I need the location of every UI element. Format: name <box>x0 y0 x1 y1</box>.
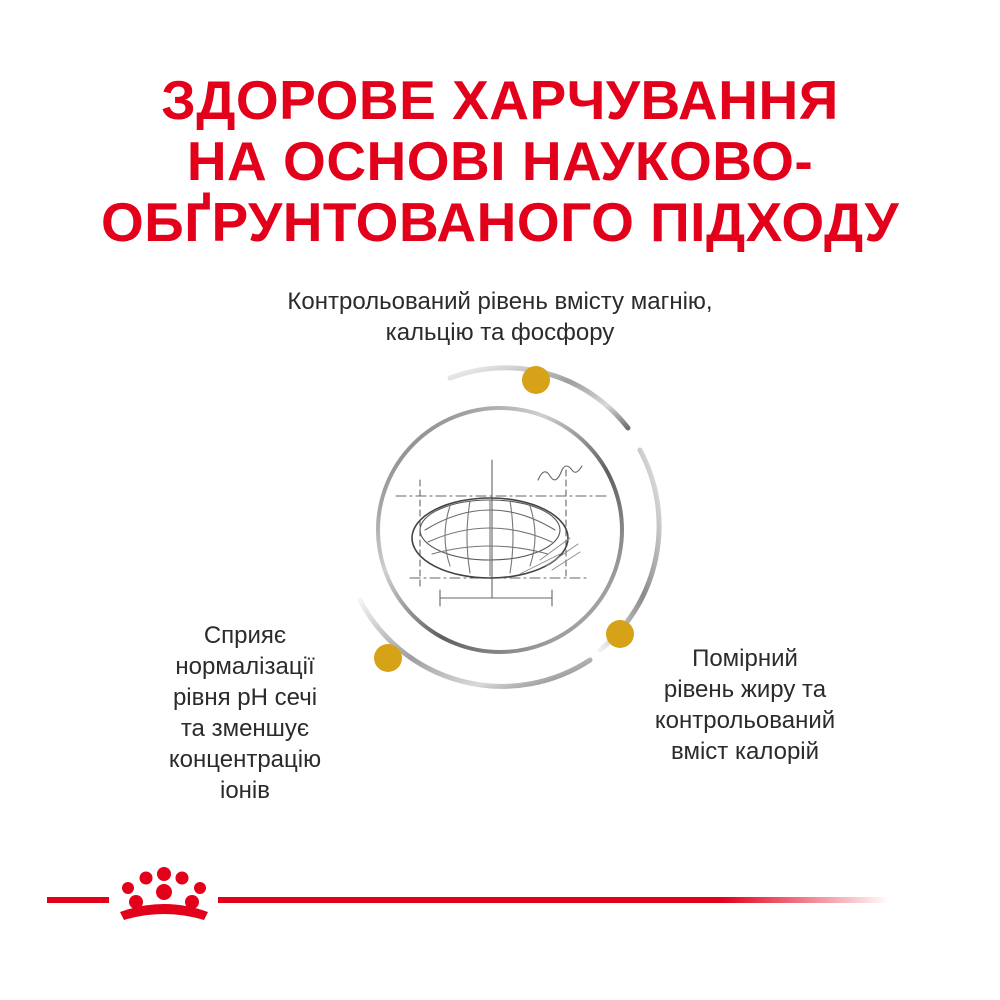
headline-line-1: ЗДОРОВЕ ХАРЧУВАННЯ <box>161 69 839 131</box>
headline-line-2: НА ОСНОВІ НАУКОВО- <box>186 130 814 192</box>
benefit-urinary-ph-line-1: Сприяє <box>203 622 287 649</box>
benefit-urinary-ph-line-4: та зменшує <box>180 715 310 742</box>
headline-line-3: ОБҐРУНТОВАНОГО ПІДХОДУ <box>100 191 900 253</box>
inner-ring <box>378 408 622 652</box>
outer-ring-arc-right <box>600 450 659 650</box>
gold-marker-right <box>606 620 634 648</box>
brand-line-left <box>47 897 109 903</box>
kibble-sketch-illustration <box>396 460 610 606</box>
benefit-fat-calories-line-1: Помірний <box>692 645 798 672</box>
benefit-minerals-line-2: кальцію та фосфору <box>385 319 615 346</box>
gold-marker-top <box>522 366 550 394</box>
benefit-minerals <box>260 286 740 348</box>
headline <box>0 70 1000 253</box>
crown-logo <box>120 867 208 920</box>
benefit-urinary-ph-line-3: рівня pH сечі <box>172 684 318 711</box>
benefit-fat-calories-line-4: вміст калорій <box>670 738 820 765</box>
benefit-urinary-ph-line-6: іонів <box>219 777 270 804</box>
benefit-minerals-line-1: Контрольований рівень вмісту магнію, <box>287 288 713 315</box>
gold-marker-left <box>374 644 402 672</box>
benefit-urinary-ph-line-2: нормалізації <box>175 653 315 680</box>
outer-ring-arc-bottom <box>360 600 590 686</box>
brand-line-right <box>218 897 890 903</box>
brand-footer-bar <box>0 860 1000 940</box>
benefit-fat-calories-line-2: рівень жиру та <box>663 676 827 703</box>
kibble-diagram <box>320 350 680 710</box>
benefit-urinary-ph-line-5: концентрацію <box>168 746 322 773</box>
benefit-fat-calories-line-3: контрольований <box>654 707 836 734</box>
